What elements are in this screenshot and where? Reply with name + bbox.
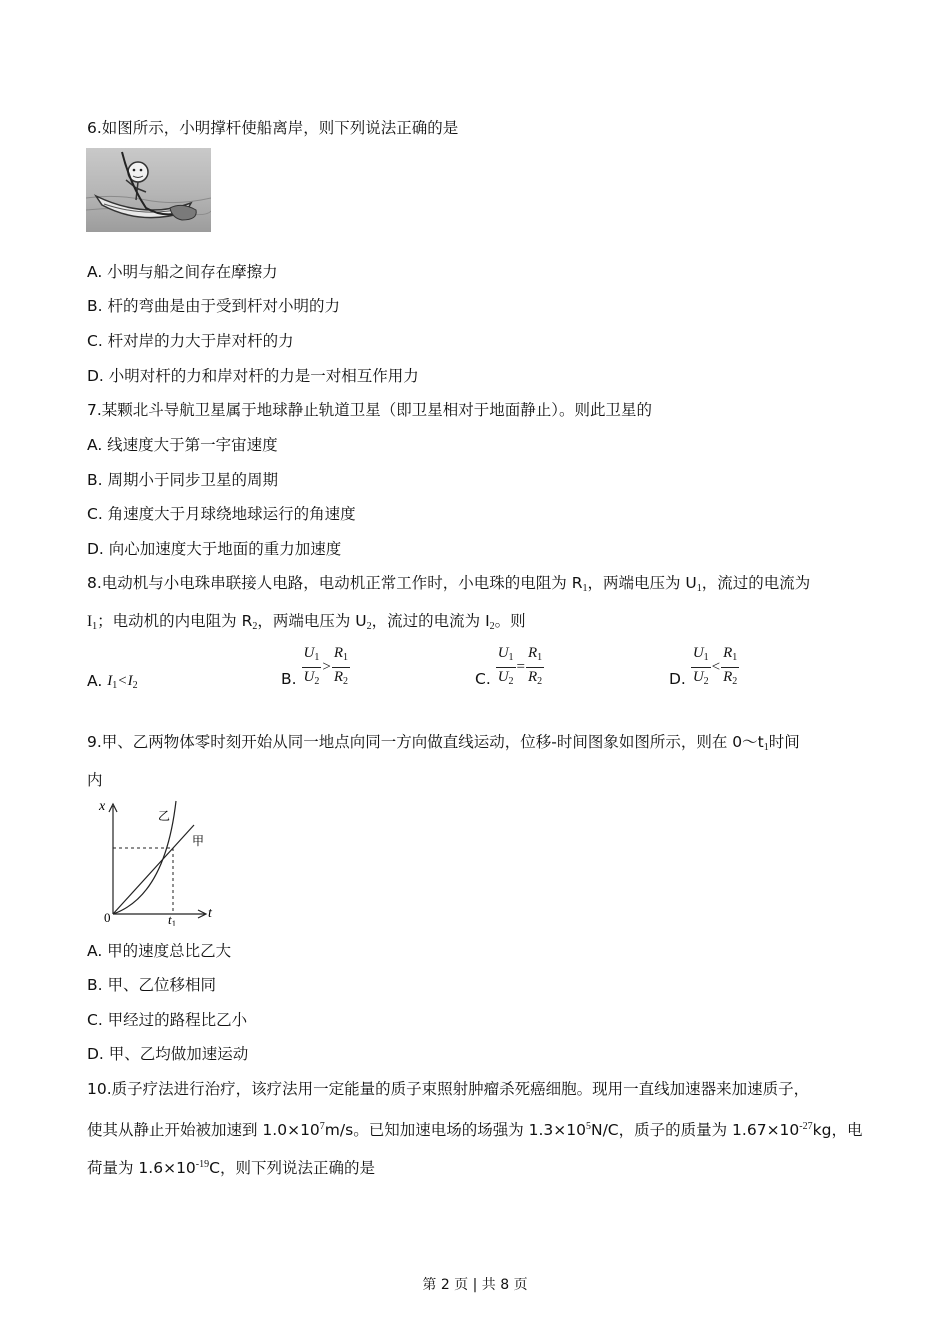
q6-option-b: B. 杆的弯曲是由于受到杆对小明的力: [87, 297, 340, 315]
q9-option-d: D. 甲、乙均做加速运动: [87, 1045, 249, 1063]
q8-option-d: D. $\frac{U_1}{U_2}$ < $\frac{R_1}{R_2}$: [669, 645, 738, 688]
q10-stem-line2: 使其从静止开始被加速到 $1.0\times 10^7m/s$。已知加速电场的场强为 $1.3\times 10^5N/C$，质子的质量为 $1.67\times 10^{-27}kg$，电: [87, 1121, 863, 1139]
q7-option-c: C. 角速度大于月球绕地球运行的角速度: [87, 505, 356, 523]
q9-stem-line2: 内: [87, 771, 103, 789]
q8-option-b: B. $\frac{U_1}{U_2}$ > $\frac{R_1}{R_2}$: [281, 645, 348, 688]
t-axis-label: t: [208, 906, 212, 921]
t1-label: $t_1$: [168, 912, 177, 926]
boat-figure-svg: [86, 148, 211, 232]
jia-label: 甲: [192, 834, 205, 848]
q10-stem-line3: 荷量为 $1.6\times 10^{-19}C$，则下列说法正确的是: [87, 1159, 375, 1177]
boat-illustration: [86, 148, 211, 232]
q6-option-c: C. 杆对岸的力大于岸对杆的力: [87, 332, 294, 350]
q6-stem: 6.如图所示，小明撑杆使船离岸，则下列说法正确的是: [87, 119, 459, 137]
q7-option-b: B. 周期小于同步卫星的周期: [87, 471, 278, 489]
q7-option-a: A. 线速度大于第一宇宙速度: [87, 436, 278, 454]
q9-stem-line1: 9.甲、乙两物体零时刻开始从同一地点向同一方向做直线运动，位移-时间图象如图所示，则在 $0\sim t_1$时间: [87, 733, 800, 753]
position-time-graph-svg: [90, 796, 225, 926]
q6-option-d: D. 小明对杆的力和岸对杆的力是一对相互作用力: [87, 367, 419, 385]
q10-stem-line1: 10.质子疗法进行治疗，该疗法用一定能量的质子束照射肿瘤杀死癌细胞。现用一直线加速器来加速质子，: [87, 1080, 810, 1098]
q9-option-c: C. 甲经过的路程比乙小: [87, 1011, 248, 1029]
jia-line: [113, 825, 194, 914]
q7-stem: 7.某颗北斗导航卫星属于地球静止轨道卫星（即卫星相对于地面静止）。则此卫星的: [87, 401, 653, 419]
q9-option-a: A. 甲的速度总比乙大: [87, 942, 232, 960]
q8-stem-line1: 8.电动机与小电珠串联接人电路，电动机正常工作时，小电珠的电阻为 $R_1$，两端电压为 $U_1$，流过的电流为: [87, 574, 811, 594]
position-time-graph: [90, 796, 225, 926]
q8-stem-line2: $I_1$；电动机的内电阻为 $R_2$，两端电压为 $U_2$，流过的电流为 $I_2$。则: [87, 612, 526, 632]
q8-option-c: C. $\frac{U_1}{U_2}$ = $\frac{R_1}{R_2}$: [475, 645, 543, 688]
x-axis-label: x: [99, 799, 106, 814]
q6-option-a: A. 小明与船之间存在摩擦力: [87, 263, 278, 281]
yi-label: 乙: [158, 809, 171, 823]
q8-option-a: A. $I_1<I_2$: [87, 672, 138, 691]
origin-label: 0: [104, 910, 111, 925]
q9-option-b: B. 甲、乙位移相同: [87, 976, 216, 994]
page-footer: 第 2 页 | 共 8 页: [422, 1277, 528, 1293]
q7-option-d: D. 向心加速度大于地面的重力加速度: [87, 540, 342, 558]
